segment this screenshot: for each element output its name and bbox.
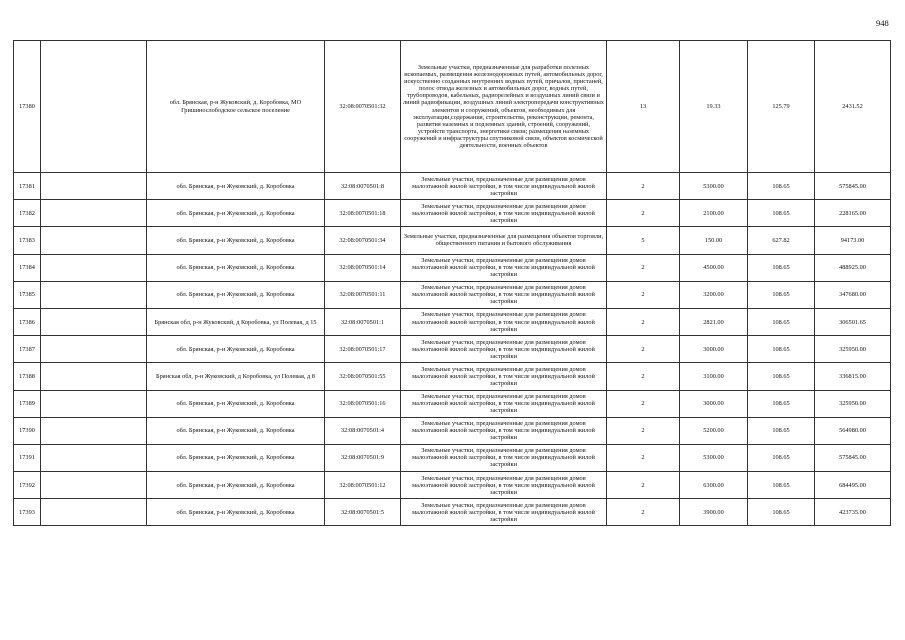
address-cell: обл. Брянская, р-н Жуковский, д. Коробовка xyxy=(147,417,325,444)
cadastral-number-cell: 32:08:0070501:9 xyxy=(325,444,401,471)
specific-value-cell: 108.65 xyxy=(748,254,815,281)
land-use-cell: Земельные участки, предназначенные для размещения домов малоэтажной жилой застройки, в том числе индивидуальной жилой застройки xyxy=(401,254,607,281)
address-cell: обл. Брянская, р-н Жуковский, д. Коробовка xyxy=(147,227,325,254)
blank-cell xyxy=(41,390,147,417)
use-group-cell: 2 xyxy=(607,336,680,363)
record-number-cell: 17386 xyxy=(14,308,41,335)
use-group-cell: 2 xyxy=(607,281,680,308)
cadastral-value-cell: 325950.00 xyxy=(815,336,891,363)
land-use-cell: Земельные участки, предназначенные для разработки полезных ископаемых, размещения железнодорожных путей, автомобильных дорог, искусственно созданных внутренних водных путей, причалов, пристаней, полос отвода железных и автомобильных дорог, водных путей, трубопроводов, кабельных, радиорелейных и воздушных линий связи и линий радиофикации, воздушных линий электропередачи конструктивных элементов и сооружений, объектов, необходимых для эксплуатации,содержания, строительства, реконструкции, ремонта, развития наземных и подземных зданий, строений, сооружений, устройств транспорта, энергетики связи; размещения наземных сооружений и инфраструктуры спутниковой связи, объектов космической деятельности, военных объектов xyxy=(401,41,607,173)
cadastral-value-cell: 306501.65 xyxy=(815,308,891,335)
table-row xyxy=(14,254,891,281)
address-cell: обл. Брянская, р-н Жуковский, д. Коробовка xyxy=(147,281,325,308)
table-row xyxy=(14,41,891,173)
blank-cell xyxy=(41,472,147,499)
address-cell: обл. Брянская, р-н Жуковский, д. Коробовка xyxy=(147,254,325,281)
record-number-cell: 17381 xyxy=(14,173,41,200)
land-use-cell: Земельные участки, предназначенные для размещения домов малоэтажной жилой застройки, в том числе индивидуальной жилой застройки xyxy=(401,472,607,499)
area-cell: 3200.00 xyxy=(680,281,748,308)
area-cell: 6300.00 xyxy=(680,472,748,499)
blank-cell xyxy=(41,417,147,444)
cadastral-value-cell: 347680.00 xyxy=(815,281,891,308)
land-use-cell: Земельные участки, предназначенные для размещения домов малоэтажной жилой застройки, в том числе индивидуальной жилой застройки xyxy=(401,417,607,444)
land-use-cell: Земельные участки, предназначенные для размещения домов малоэтажной жилой застройки, в том числе индивидуальной жилой застройки xyxy=(401,200,607,227)
table-row xyxy=(14,227,891,254)
address-cell: обл. Брянская, р-н Жуковский, д. Коробовка xyxy=(147,173,325,200)
cadastral-value-cell: 684495.00 xyxy=(815,472,891,499)
land-use-cell: Земельные участки, предназначенные для размещения домов малоэтажной жилой застройки, в том числе индивидуальной жилой застройки xyxy=(401,281,607,308)
land-use-cell: Земельные участки, предназначенные для размещения домов малоэтажной жилой застройки, в том числе индивидуальной жилой застройки xyxy=(401,363,607,390)
cadastral-number-cell: 32:08:0070501:12 xyxy=(325,472,401,499)
cadastral-number-cell: 32:08:0070501:55 xyxy=(325,363,401,390)
cadastral-value-cell: 488925.00 xyxy=(815,254,891,281)
use-group-cell: 5 xyxy=(607,227,680,254)
cadastral-number-cell: 32:08:0070501:5 xyxy=(325,499,401,526)
table-row xyxy=(14,200,891,227)
address-cell: обл. Брянская, р-н Жуковский, д. Коробовка xyxy=(147,444,325,471)
blank-cell xyxy=(41,308,147,335)
page-number: 948 xyxy=(876,18,889,28)
record-number-cell: 17382 xyxy=(14,200,41,227)
cadastral-value-cell: 2431.52 xyxy=(815,41,891,173)
table-row xyxy=(14,472,891,499)
record-number-cell: 17383 xyxy=(14,227,41,254)
specific-value-cell: 108.65 xyxy=(748,173,815,200)
address-cell: обл. Брянская, р-н Жуковский, д. Коробовка xyxy=(147,336,325,363)
record-number-cell: 17393 xyxy=(14,499,41,526)
area-cell: 19.33 xyxy=(680,41,748,173)
specific-value-cell: 627.82 xyxy=(748,227,815,254)
record-number-cell: 17392 xyxy=(14,472,41,499)
area-cell: 3900.00 xyxy=(680,499,748,526)
specific-value-cell: 108.65 xyxy=(748,200,815,227)
table-row xyxy=(14,417,891,444)
address-cell: обл. Брянская, р-н Жуковский, д. Коробовка, МО Гришинослободское сельское поселение xyxy=(147,41,325,173)
specific-value-cell: 108.65 xyxy=(748,390,815,417)
cadastral-value-cell: 423735.00 xyxy=(815,499,891,526)
area-cell: 2821.00 xyxy=(680,308,748,335)
use-group-cell: 2 xyxy=(607,363,680,390)
land-use-cell: Земельные участки, предназначенные для размещения домов малоэтажной жилой застройки, в том числе индивидуальной жилой застройки xyxy=(401,336,607,363)
address-cell: обл. Брянская, р-н Жуковский, д. Коробовка xyxy=(147,472,325,499)
area-cell: 3000.00 xyxy=(680,390,748,417)
cadastral-number-cell: 32:08:0070501:1 xyxy=(325,308,401,335)
record-number-cell: 17389 xyxy=(14,390,41,417)
table-row xyxy=(14,363,891,390)
area-cell: 5300.00 xyxy=(680,444,748,471)
area-cell: 150.00 xyxy=(680,227,748,254)
table-row xyxy=(14,390,891,417)
area-cell: 3100.00 xyxy=(680,363,748,390)
specific-value-cell: 108.65 xyxy=(748,363,815,390)
cadastral-value-cell: 336815.00 xyxy=(815,363,891,390)
blank-cell xyxy=(41,173,147,200)
record-number-cell: 17385 xyxy=(14,281,41,308)
cadastral-number-cell: 32:08:0070501:34 xyxy=(325,227,401,254)
blank-cell xyxy=(41,227,147,254)
blank-cell xyxy=(41,281,147,308)
specific-value-cell: 108.65 xyxy=(748,336,815,363)
specific-value-cell: 108.65 xyxy=(748,444,815,471)
use-group-cell: 2 xyxy=(607,472,680,499)
blank-cell xyxy=(41,444,147,471)
land-use-cell: Земельные участки, предназначенные для размещения домов малоэтажной жилой застройки, в том числе индивидуальной жилой застройки xyxy=(401,308,607,335)
specific-value-cell: 108.65 xyxy=(748,281,815,308)
specific-value-cell: 108.65 xyxy=(748,499,815,526)
blank-cell xyxy=(41,41,147,173)
use-group-cell: 2 xyxy=(607,417,680,444)
blank-cell xyxy=(41,363,147,390)
blank-cell xyxy=(41,254,147,281)
address-cell: Брянская обл, р-н Жуковский, д Коробовка, ул Полевая, д 8 xyxy=(147,363,325,390)
use-group-cell: 2 xyxy=(607,444,680,471)
record-number-cell: 17391 xyxy=(14,444,41,471)
cadastral-value-cell: 228165.00 xyxy=(815,200,891,227)
record-number-cell: 17387 xyxy=(14,336,41,363)
area-cell: 5200.00 xyxy=(680,417,748,444)
table-row xyxy=(14,499,891,526)
use-group-cell: 2 xyxy=(607,499,680,526)
table-row xyxy=(14,444,891,471)
cadastral-value-cell: 325950.00 xyxy=(815,390,891,417)
cadastral-number-cell: 32:08:0070501:14 xyxy=(325,254,401,281)
blank-cell xyxy=(41,336,147,363)
cadastral-number-cell: 32:08:0070501:4 xyxy=(325,417,401,444)
land-use-cell: Земельные участки, предназначенные для размещения домов малоэтажной жилой застройки, в том числе индивидуальной жилой застройки xyxy=(401,173,607,200)
record-number-cell: 17390 xyxy=(14,417,41,444)
table-row xyxy=(14,173,891,200)
use-group-cell: 2 xyxy=(607,173,680,200)
record-number-cell: 17384 xyxy=(14,254,41,281)
use-group-cell: 2 xyxy=(607,200,680,227)
cadastral-number-cell: 32:08:0070501:16 xyxy=(325,390,401,417)
table-body xyxy=(14,41,891,526)
cadastral-number-cell: 32:08:0070501:32 xyxy=(325,41,401,173)
land-use-cell: Земельные участки, предназначенные для размещения домов малоэтажной жилой застройки, в том числе индивидуальной жилой застройки xyxy=(401,390,607,417)
land-use-cell: Земельные участки, предназначенные для размещения домов малоэтажной жилой застройки, в том числе индивидуальной жилой застройки xyxy=(401,499,607,526)
address-cell: обл. Брянская, р-н Жуковский, д. Коробовка xyxy=(147,390,325,417)
blank-cell xyxy=(41,499,147,526)
cadastral-value-cell: 575845.00 xyxy=(815,173,891,200)
use-group-cell: 2 xyxy=(607,308,680,335)
cadastral-number-cell: 32:08:0070501:18 xyxy=(325,200,401,227)
use-group-cell: 2 xyxy=(607,254,680,281)
record-number-cell: 17388 xyxy=(14,363,41,390)
cadastral-value-cell: 94173.00 xyxy=(815,227,891,254)
table-row xyxy=(14,336,891,363)
specific-value-cell: 108.65 xyxy=(748,308,815,335)
address-cell: Брянская обл, р-н Жуковский, д Коробовка, ул Полевая, д 15 xyxy=(147,308,325,335)
area-cell: 5300.00 xyxy=(680,173,748,200)
address-cell: обл. Брянская, р-н Жуковский, д. Коробовка xyxy=(147,200,325,227)
cadastral-number-cell: 32:08:0070501:11 xyxy=(325,281,401,308)
area-cell: 3000.00 xyxy=(680,336,748,363)
use-group-cell: 2 xyxy=(607,390,680,417)
use-group-cell: 13 xyxy=(607,41,680,173)
cadastral-value-table xyxy=(13,40,891,526)
area-cell: 2100.00 xyxy=(680,200,748,227)
cadastral-number-cell: 32:08:0070501:8 xyxy=(325,173,401,200)
land-use-cell: Земельные участки, предназначенные для размещения домов малоэтажной жилой застройки, в том числе индивидуальной жилой застройки xyxy=(401,444,607,471)
area-cell: 4500.00 xyxy=(680,254,748,281)
land-use-cell: Земельные участки, предназначенные для размещения объектов торговли, общественного питания и бытового обслуживания xyxy=(401,227,607,254)
specific-value-cell: 125.79 xyxy=(748,41,815,173)
specific-value-cell: 108.65 xyxy=(748,472,815,499)
cadastral-value-cell: 575845.00 xyxy=(815,444,891,471)
specific-value-cell: 108.65 xyxy=(748,417,815,444)
record-number-cell: 17380 xyxy=(14,41,41,173)
table-row xyxy=(14,281,891,308)
address-cell: обл. Брянская, р-н Жуковский, д. Коробовка xyxy=(147,499,325,526)
table-row xyxy=(14,308,891,335)
cadastral-value-cell: 564980.00 xyxy=(815,417,891,444)
blank-cell xyxy=(41,200,147,227)
cadastral-number-cell: 32:08:0070501:17 xyxy=(325,336,401,363)
